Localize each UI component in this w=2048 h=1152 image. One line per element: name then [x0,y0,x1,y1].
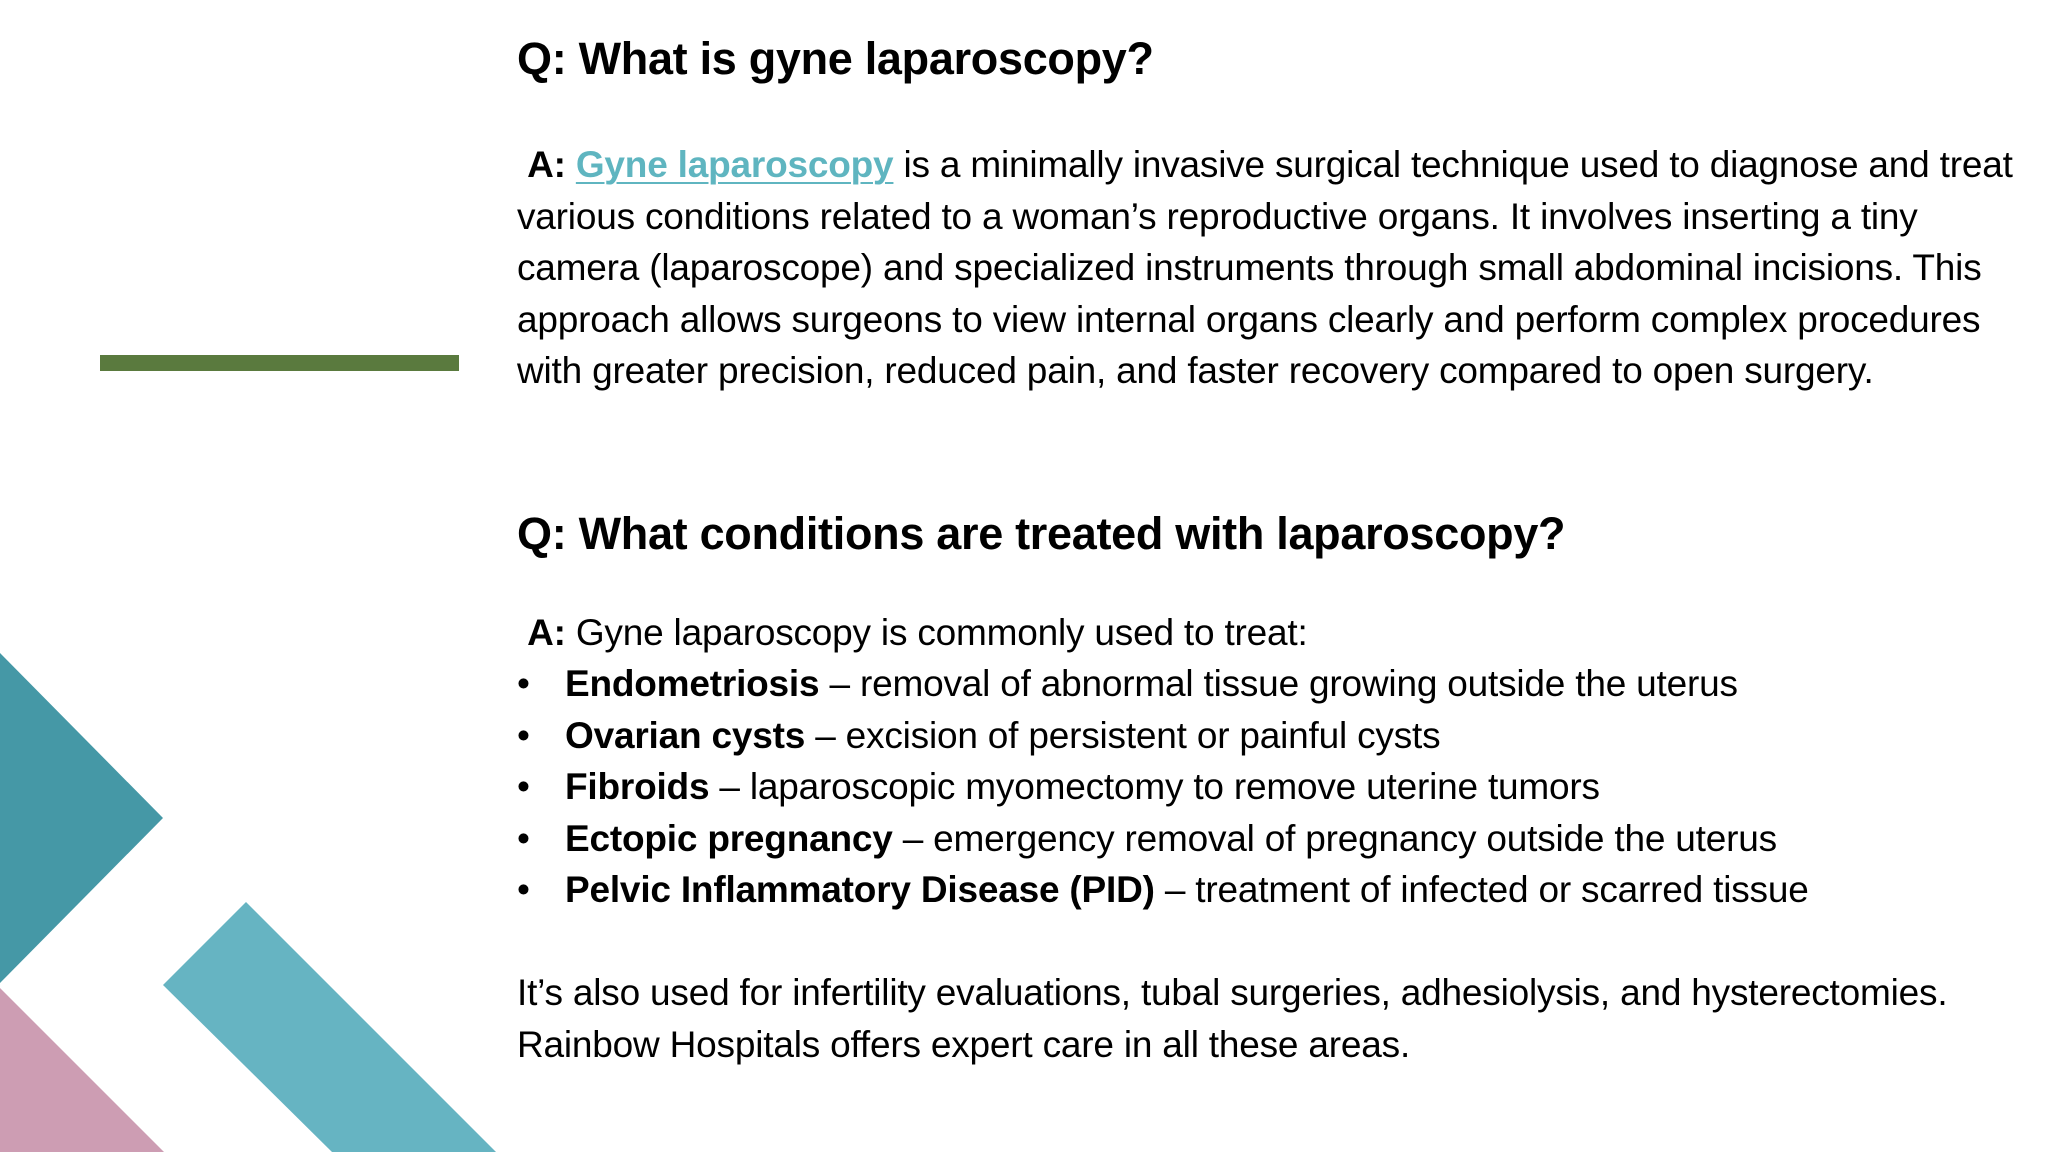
answer-2-label: A: [527,611,566,653]
condition-desc: – laparoscopic myomectomy to remove uterine tumors [709,766,1600,807]
condition-term: Ectopic pregnancy [565,817,893,859]
answer-1-label: A: [527,144,566,185]
list-item-pid [517,864,2037,916]
green-divider-rule [100,355,459,371]
faq-content [517,30,2037,1070]
list-item-ectopic-pregnancy [517,813,2037,865]
bullet-icon: • [517,869,530,910]
answer-2-intro: Gyne laparoscopy is commonly used to treat: [565,611,1308,653]
condition-term: Pelvic Inflammatory Disease (PID) [565,869,1155,910]
condition-term: Endometriosis [565,663,820,704]
condition-desc: – excision of persistent or painful cysts [805,714,1441,756]
list-item-fibroids [517,761,2037,813]
dark-teal-triangle [0,653,163,983]
question-2: Q: What conditions are treated with laparoscopy? [517,507,1566,559]
bullet-icon: • [517,766,530,807]
bullet-icon: • [517,714,530,756]
pink-triangle [0,988,164,1152]
answer-1 [517,139,2037,397]
gyne-laparoscopy-link[interactable]: Gyne laparoscopy [575,144,894,185]
question-1: Q: What is gyne laparoscopy? [517,33,1154,84]
condition-desc: – treatment of infected or scarred tissue [1154,869,1809,910]
bullet-icon: • [517,663,530,704]
closing-paragraph: It’s also used for infertility evaluations, tubal surgeries, adhesiolysis, and hysterectomies. Rainbow Hospitals offers expert care in all these areas. [517,972,1948,1065]
conditions-list [517,658,2037,916]
light-teal-band [163,902,496,1152]
condition-desc: – removal of abnormal tissue growing outside the uterus [819,663,1738,704]
list-item-endometriosis [517,658,2037,710]
condition-term: Fibroids [565,766,710,807]
condition-term: Ovarian cysts [565,714,806,756]
answer-2-intro-line [517,607,2037,659]
list-item-ovarian-cysts [517,710,2037,762]
answer-1-text: is a minimally invasive surgical technique used to diagnose and treat various conditions related to a woman’s reproductive organs. It involves inserting a tiny camera (laparoscope) and specialized instruments through small abdominal incisions. This approach allows surgeons to view internal organs clearly and perform complex procedures with greater precision, reduced pain, and faster recovery compared to open surgery. [517,144,2013,391]
bullet-icon: • [517,817,530,859]
condition-desc: – emergency removal of pregnancy outside the uterus [892,817,1777,859]
